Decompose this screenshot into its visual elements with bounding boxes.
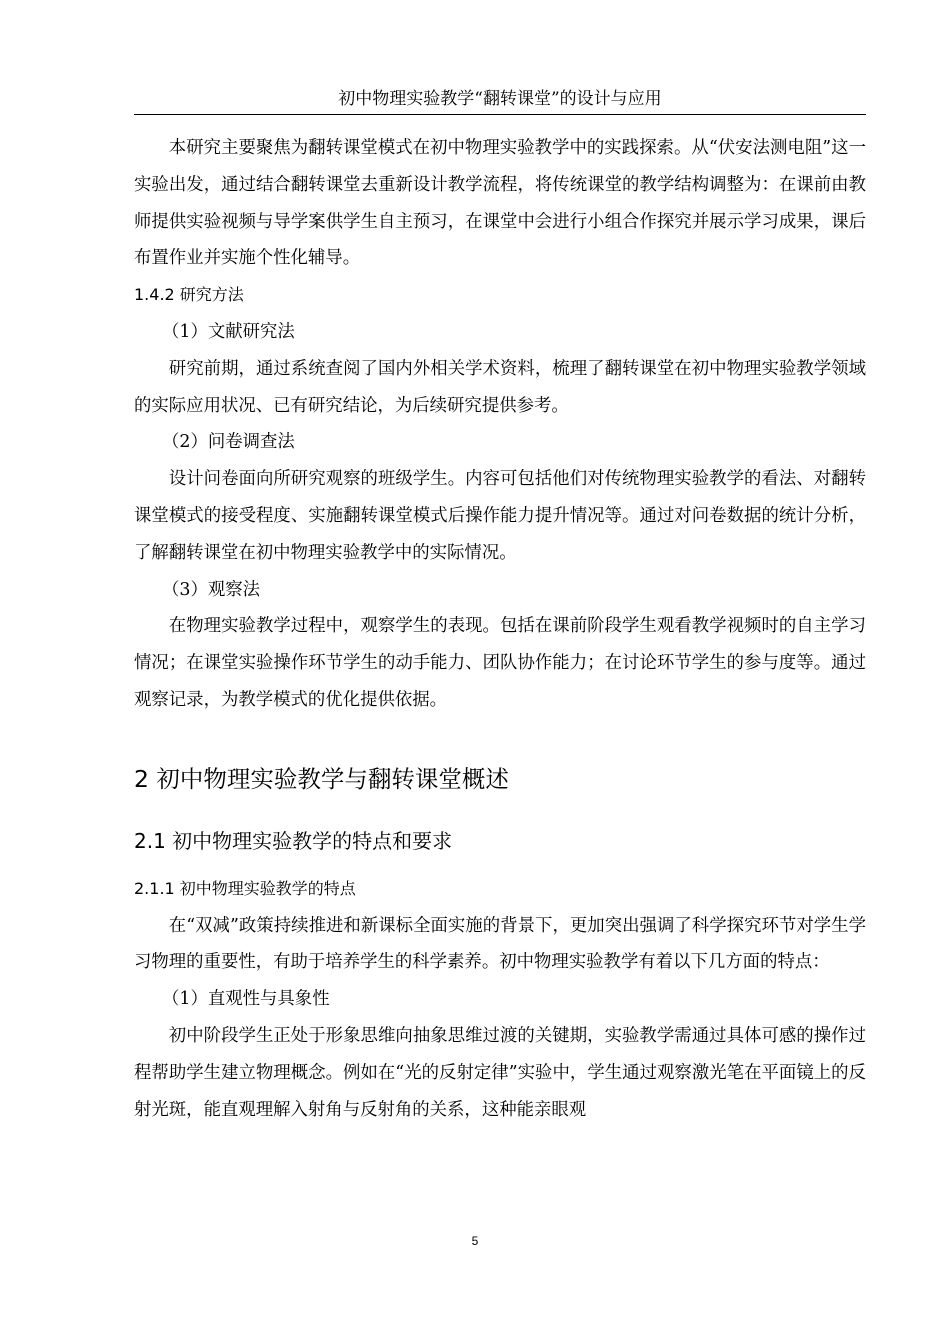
method-item-observation: （3）观察法 [162,579,261,600]
page-body [134,130,866,1128]
paragraph-features-intro: 在“双减”政策持续推进和新课标全面实施的背景下，更加突出强调了科学探究环节对学生学习物理的重要性，有助于培养学生的科学素养。初中物理实验教学有着以下几方面的特点： [134,915,866,973]
page-number: 5 [471,1234,479,1248]
section-heading-2-1-1: 2.1.1 初中物理实验教学的特点 [134,878,356,898]
chapter-heading-2: 2 初中物理实验教学与翻转课堂概述 [134,764,509,793]
paragraph-literature: 研究前期，通过系统查阅了国内外相关学术资料，梳理了翻转课堂在初中物理实验教学领域的实际应用状况、已有研究结论，为后续研究提供参考。 [134,358,866,416]
paragraph-intuitive: 初中阶段学生正处于形象思维向抽象思维过渡的关键期，实验教学需通过具体可感的操作过程帮助学生建立物理概念。例如在“光的反射定律”实验中，学生通过观察激光笔在平面镜上的反射光斑，能直观理解入射角与反射角的关系，这种能亲眼观 [134,1025,866,1120]
paragraph-questionnaire: 设计问卷面向所研究观察的班级学生。内容可包括他们对传统物理实验教学的看法、对翻转课堂模式的接受程度、实施翻转课堂模式后操作能力提升情况等。通过对问卷数据的统计分析，了解翻转课堂在初中物理实验教学中的实际情况。 [134,469,866,563]
running-header: 初中物理实验教学“翻转课堂”的设计与应用 [134,86,866,115]
feature-item-intuitive: （1）直观性与具象性 [162,989,330,1010]
paragraph-research-focus: 本研究主要聚焦为翻转课堂模式在初中物理实验教学中的实践探索。从“伏安法测电阻”这一实验出发，通过结合翻转课堂去重新设计教学流程，将传统课堂的教学结构调整为：在课前由教师提供实验视频与导学案供学生自主预习，在课堂中会进行小组合作探究并展示学习成果，课后布置作业并实施个性化辅导。 [134,138,866,269]
method-item-literature: （1）文献研究法 [162,321,295,342]
section-heading-1-4-2: 1.4.2 研究方法 [134,285,244,305]
paragraph-observation: 在物理实验教学过程中，观察学生的表现。包括在课前阶段学生观看教学视频时的自主学习情况；在课堂实验操作环节学生的动手能力、团队协作能力；在讨论环节学生的参与度等。通过观察记录，为教学模式的优化提供依据。 [134,616,866,710]
section-heading-2-1: 2.1 初中物理实验教学的特点和要求 [134,828,453,853]
method-item-questionnaire: （2）问卷调查法 [162,432,295,453]
